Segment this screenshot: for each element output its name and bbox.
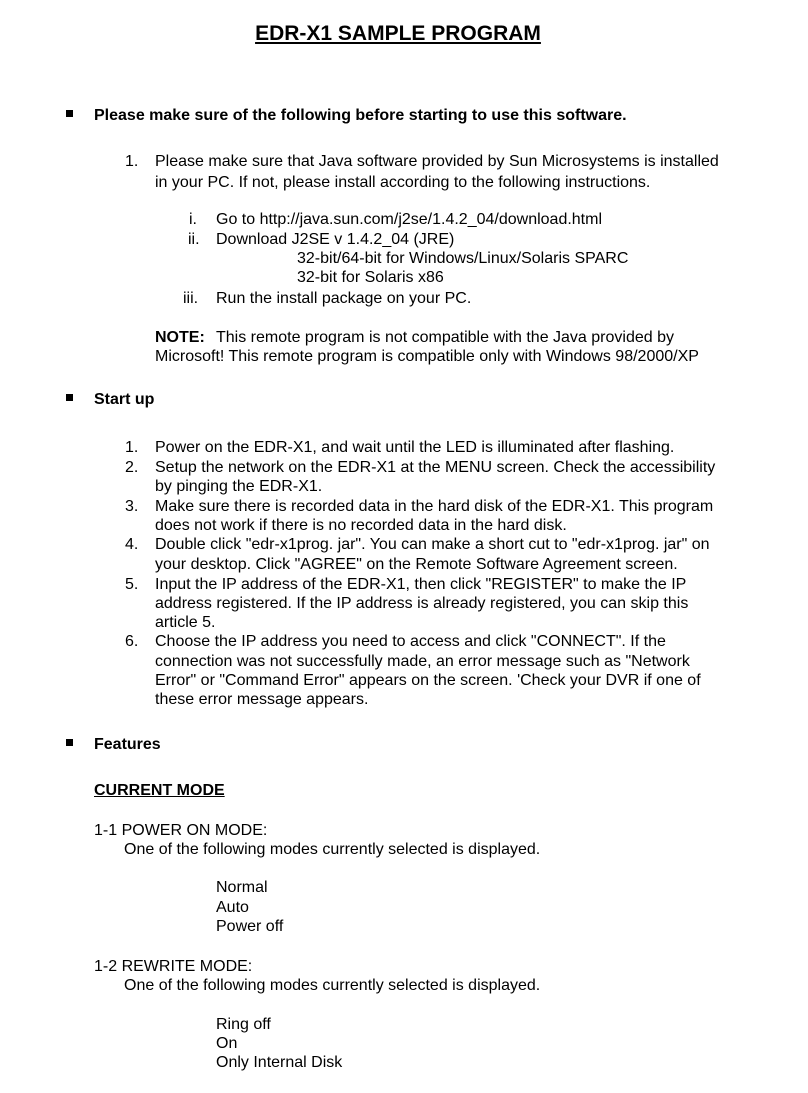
mode-label: 1-2 REWRITE MODE: (94, 958, 253, 975)
sublist-number: iii. (183, 290, 199, 307)
mode-description: One of the following modes currently selected is displayed. (124, 977, 541, 994)
section-bullet (66, 110, 73, 117)
sublist-text: 32-bit/64-bit for Windows/Linux/Solaris SPARC (297, 250, 629, 267)
list-number: 1. (125, 153, 139, 170)
list-number: 2. (125, 459, 139, 476)
list-number: 4. (125, 536, 139, 553)
list-item-text: article 5. (155, 614, 216, 631)
mode-description: One of the following modes currently selected is displayed. (124, 841, 541, 858)
sublist-text: Download J2SE v 1.4.2_04 (JRE) (216, 231, 455, 248)
section-bullet (66, 394, 73, 401)
list-item-text: these error message appears. (155, 691, 369, 708)
list-item-text: your desktop. Click "AGREE" on the Remote Software Agreement screen. (155, 556, 678, 573)
list-item-text: Input the IP address of the EDR-X1, then click "REGISTER" to make the IP (155, 576, 687, 593)
list-item-text: Double click "edr-x1prog. jar". You can make a short cut to "edr-x1prog. jar" on (155, 536, 710, 553)
list-number: 3. (125, 498, 139, 515)
list-item-text: connection was not successfully made, an error message such as "Network (155, 653, 690, 670)
section-heading-start-up: Start up (94, 391, 155, 408)
subheading-current-mode: CURRENT MODE (94, 782, 225, 799)
mode-option: On (216, 1035, 238, 1052)
list-item-text: Make sure there is recorded data in the hard disk of the EDR-X1. This program (155, 498, 714, 515)
list-number: 5. (125, 576, 139, 593)
note-text: This remote program is not compatible with the Java provided by (216, 329, 674, 346)
sublist-text: 32-bit for Solaris x86 (297, 269, 444, 286)
note-text: Microsoft! This remote program is compatible only with Windows 98/2000/XP (155, 348, 699, 365)
document-title: EDR-X1 SAMPLE PROGRAM (255, 22, 541, 45)
list-item-text: Error" or "Command Error" appears on the screen. 'Check your DVR if one of (155, 672, 701, 689)
sublist-number: i. (189, 211, 197, 228)
note-label: NOTE: (155, 329, 205, 346)
mode-option: Auto (216, 899, 249, 916)
list-number: 6. (125, 633, 139, 650)
list-item-text: by pinging the EDR-X1. (155, 478, 323, 495)
sublist-text: Run the install package on your PC. (216, 290, 472, 307)
list-number: 1. (125, 439, 139, 456)
section-bullet (66, 739, 73, 746)
mode-option: Ring off (216, 1016, 271, 1033)
sublist-number: ii. (188, 231, 200, 248)
mode-label: 1-1 POWER ON MODE: (94, 822, 268, 839)
list-item-text: Setup the network on the EDR-X1 at the MENU screen. Check the accessibility (155, 459, 716, 476)
mode-option: Only Internal Disk (216, 1054, 343, 1071)
mode-option: Power off (216, 918, 284, 935)
list-item-text: address registered. If the IP address is already registered, you can skip this (155, 595, 689, 612)
section-heading-prerequisites: Please make sure of the following before starting to use this software. (94, 107, 627, 124)
list-item-text: Choose the IP address you need to access and click "CONNECT". If the (155, 633, 666, 650)
sublist-text: Go to http://java.sun.com/j2se/1.4.2_04/download.html (216, 211, 603, 228)
mode-option: Normal (216, 879, 268, 896)
list-item-text: Please make sure that Java software provided by Sun Microsystems is installed (155, 153, 719, 170)
list-item-text: does not work if there is no recorded data in the hard disk. (155, 517, 567, 534)
list-item-text: Power on the EDR-X1, and wait until the LED is illuminated after flashing. (155, 439, 675, 456)
section-heading-features: Features (94, 736, 161, 753)
list-item-text: in your PC. If not, please install according to the following instructions. (155, 174, 651, 191)
